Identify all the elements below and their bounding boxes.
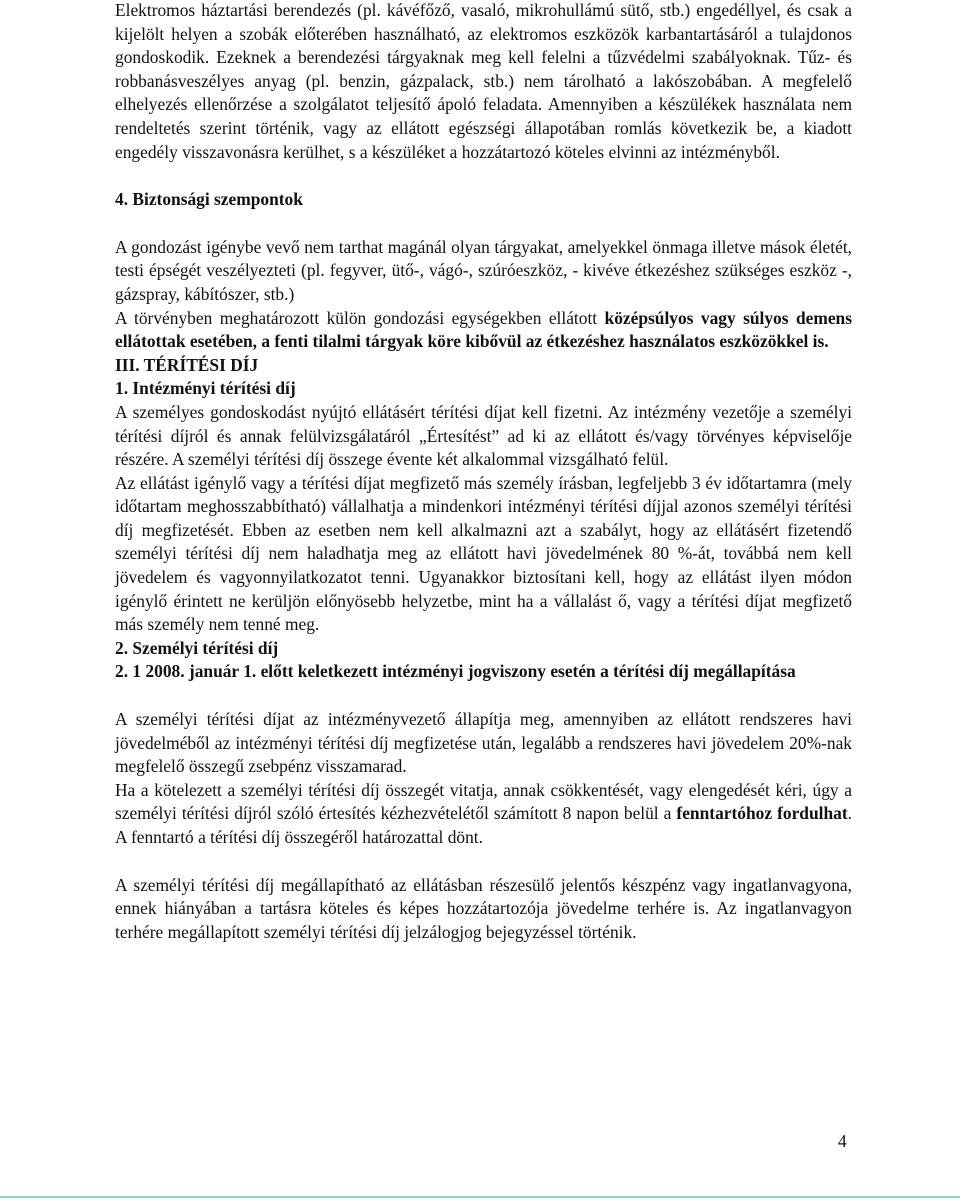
bottom-divider bbox=[0, 1196, 960, 1198]
document-page bbox=[115, 0, 852, 944]
institutional-fee-heading: 1. Intézményi térítési díj bbox=[115, 378, 296, 399]
fee-commitment-paragraph: Az ellátást igénylő vagy a térítési díjat megfizető más személy írásban, legfeljebb 3 év időtartamra (mely időtartam meghosszabbítható) vállalhatja a mindenkori intézményi térítési díjjal azonos személyi térítési díj megfizetését. Ebben az esetben nem kell alkalmazni azt a szabályt, hogy az ellátásért fizetendő személyi térítési díj nem haladhatja meg az ellátott havi jövedelmének 80 %-át, továbbá nem kell jövedelem és vagyonnyilatkozatot tenni. Ugyanakkor biztosítani kell, hogy az ellátást ilyen módon igénylő érintett ne kerüljön előnyösebb helyzetbe, mint ha a vállalást ő, vagy a térítési díjat megfizető más személy nem tenné meg. bbox=[115, 472, 852, 635]
fee-dispute-text-b: . A fenntartó a térítési díj összegéről határozattal dönt. bbox=[115, 803, 852, 847]
safety-section-heading: 4. Biztonsági szempontok bbox=[115, 189, 303, 210]
appliance-rules-paragraph: Elektromos háztartási berendezés (pl. kávéfőző, vasaló, mikrohullámú sütő, stb.) engedéllyel, és csak a kijelölt helyen a szobák előterében használható, az elektromos eszközök karbantartásáról a tulajdonos gondoskodik. Ezeknek a berendezési tárgyaknak meg kell felelni a tűzvédelmi szabályoknak. Tűz- és robbanásveszélyes anyag (pl. benzin, gázpalack, stb.) nem tárolható a lakószobában. A megfelelő elhelyezés ellenőrzése a szolgálatot teljesítő ápoló feladata. Amennyiben a készülékek használata nem rendeltetés szerint történik, vagy az ellátott egészségi állapotában romlás következik be, a kiadott engedély visszavonásra kerülhet, s a készüléket a hozzátartozó köteles elvinni az intézményből. bbox=[115, 0, 852, 162]
dementia-unit-paragraph bbox=[115, 307, 852, 354]
page-number: 4 bbox=[838, 1131, 847, 1151]
fee-determination-paragraph: A személyi térítési díjat az intézményvezető állapítja meg, amennyiben az ellátott rendszeres havi jövedelméből az intézményi térítési díj megfizetése után, legalább a rendszeres havi jövedelem 20%-nak megfelelő összegű zsebpénz visszamarad. bbox=[115, 709, 852, 777]
fee-dispute-bold-text: fenntartóhoz fordulhat bbox=[676, 803, 848, 824]
dementia-unit-bold-text: középsúlyos vagy súlyos demens ellátottak esetében, a fenti tilalmi tárgyak köre kibővül az étkezéshez használatos eszközökkel is. bbox=[115, 307, 852, 352]
chapter-heading: III. TÉRÍTÉSI DÍJ bbox=[115, 354, 259, 375]
fee-dispute-text-a: Ha a kötelezett a személyi térítési díj összegét vitatja, annak csökkentését, vagy elengedését kéri, úgy a személyi térítési díjról szóló értesítés kézhezvételétől számított 8 napon belül a bbox=[115, 779, 852, 824]
prohibited-items-paragraph: A gondozást igénybe vevő nem tarthat magánál olyan tárgyakat, amelyekkel önmaga illetve mások életét, testi épségét veszélyezteti (pl. fegyver, ütő-, vágó-, szúróeszköz, - kivéve étkezéshez szükséges eszköz -, gázspray, kábítószer, stb.) bbox=[115, 236, 852, 304]
personal-fee-heading: 2. Személyi térítési díj bbox=[115, 637, 279, 658]
dementia-unit-text: A törvényben meghatározott külön gondozási egységekben ellátott bbox=[115, 307, 605, 328]
pre-2008-fee-subheading: 2. 1 2008. január 1. előtt keletkezett intézményi jogviszony esetén a térítési díj megállapítása bbox=[115, 661, 796, 682]
property-fee-paragraph: A személyi térítési díj megállapítható az ellátásban részesülő jelentős készpénz vagy ingatlanvagyona, ennek hiányában a tartásra köteles és képes hozzátartozója jövedelme terhére is. Az ingatlanvagyon terhére megállapított személyi térítési díj jelzálogjog bejegyzéssel történik. bbox=[115, 874, 852, 942]
fee-dispute-paragraph bbox=[115, 779, 852, 850]
fee-notice-paragraph: A személyes gondoskodást nyújtó ellátásért térítési díjat kell fizetni. Az intézmény vezetője a személyi térítési díjról és annak felülvizsgálatáról „Értesítést” ad ki az ellátott és/vagy törvényes képviselője részére. A személyi térítési díj összege évente két alkalommal vizsgálható felül. bbox=[115, 401, 852, 470]
